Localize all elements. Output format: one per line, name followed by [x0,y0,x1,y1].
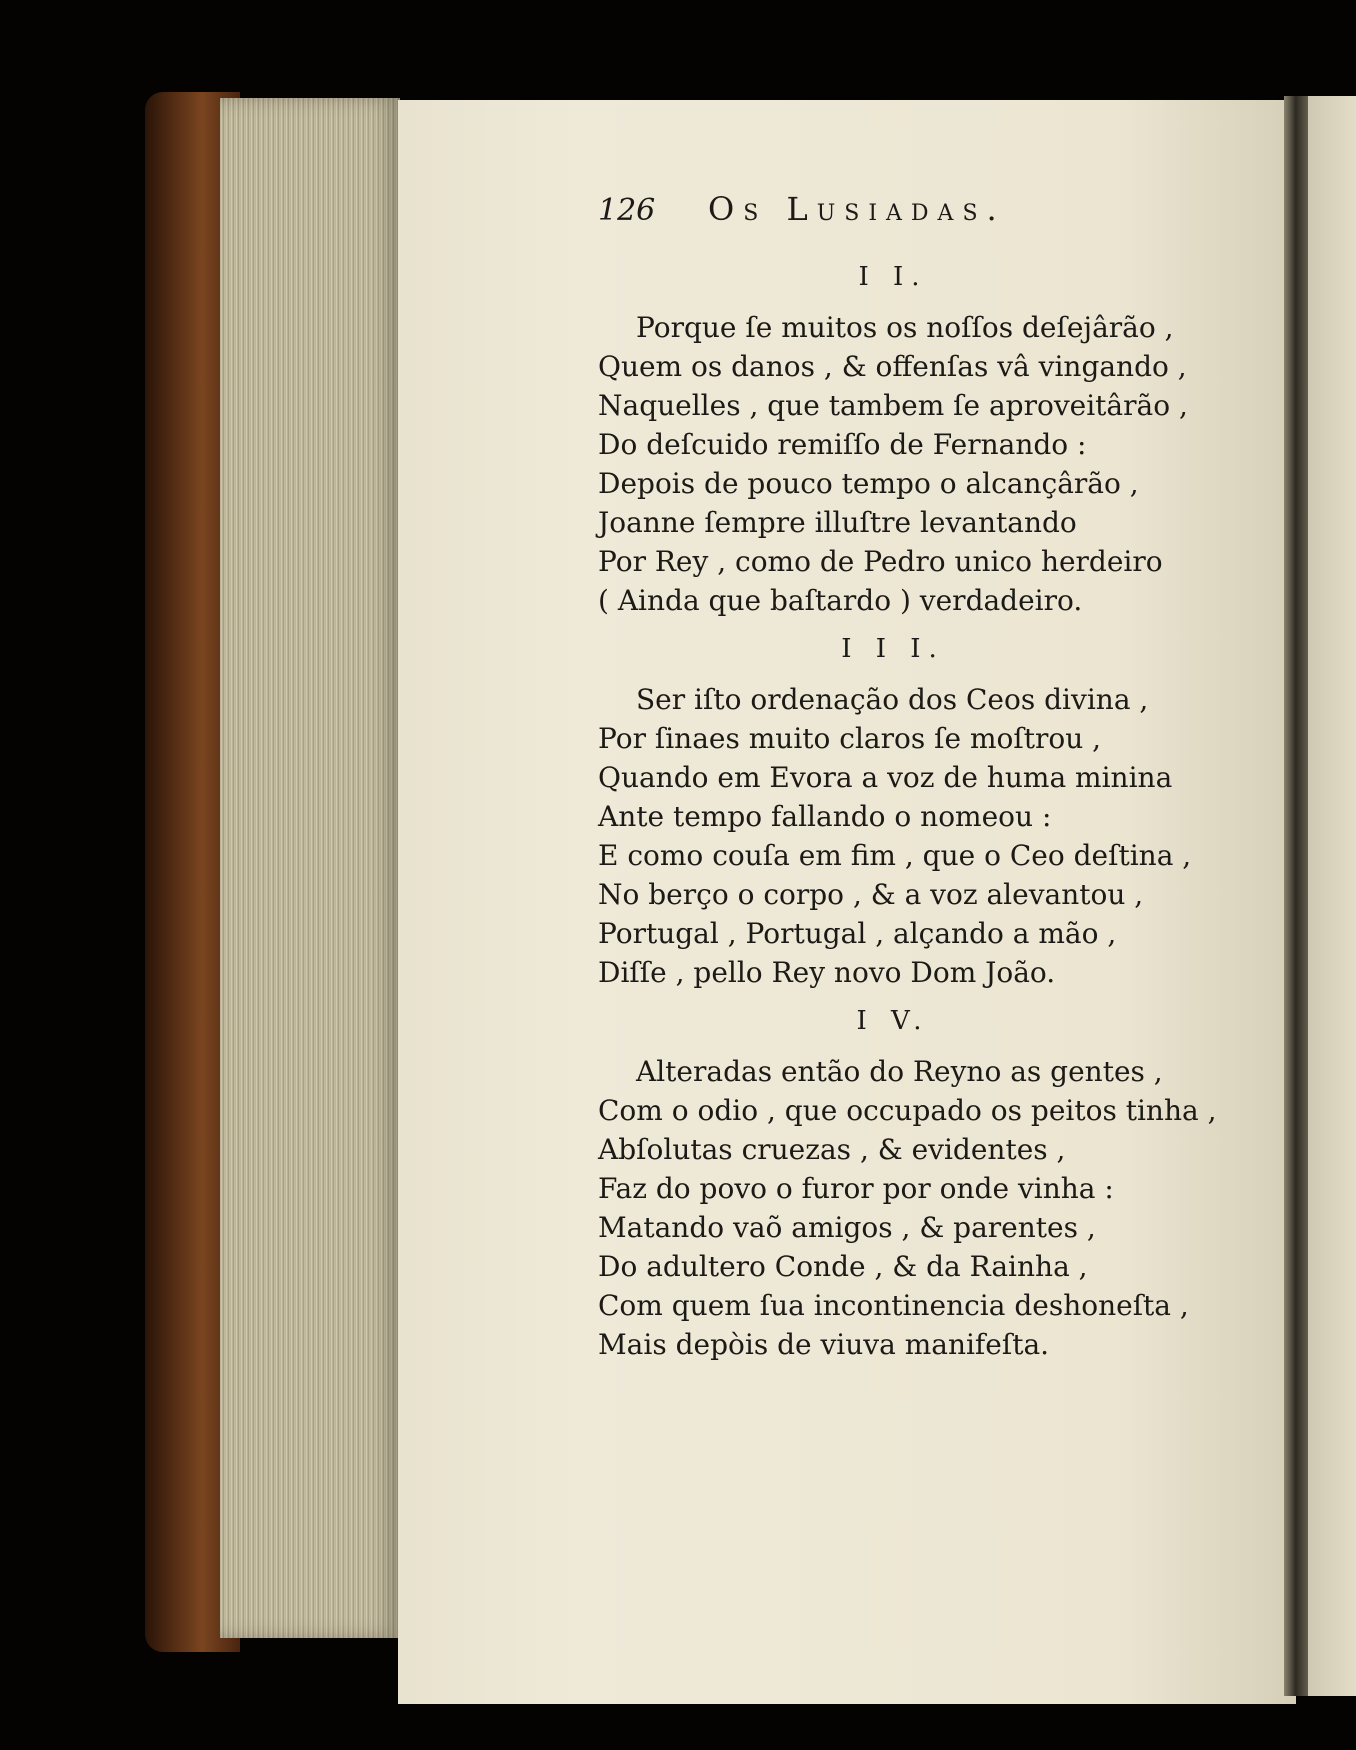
verse-line: Do deſcuido remiſſo de Fernando : [598,428,1087,461]
verse-line: Por ſinaes muito claros ſe moſtrou , [598,722,1102,755]
verse-line: Matando vaõ amigos , & parentes , [598,1211,1096,1244]
verse-lines [598,1052,1258,1364]
stanza-number: I I. [858,262,928,292]
facing-page-edge [1308,96,1356,1696]
stanza [598,1006,1258,1364]
stanza-number: I I I. [841,634,945,664]
verse-line: Mais depòis de viuva manifeſta. [598,1328,1050,1361]
verse-lines [598,308,1258,620]
stanza [598,634,1258,992]
verse-line: Ante tempo fallando o nomeou : [598,800,1052,833]
verse-line: Por Rey , como de Pedro unico herdeiro [598,545,1163,578]
verse-line: Com o odio , que occupado os peitos tinha , [598,1094,1217,1127]
page-number: 126 [598,193,656,228]
verse-line: Depois de pouco tempo o alcançârão , [598,467,1139,500]
verse-line: E como couſa em fim , que o Ceo deſtina , [598,839,1192,872]
verse-line: No berço o corpo , & a voz alevantou , [598,878,1144,911]
verse-line: Alteradas então do Reyno as gentes , [636,1055,1163,1088]
verse-line: Quem os danos , & offenſas vâ vingando , [598,350,1187,383]
stanza-number: I V. [856,1006,930,1036]
verse-line: Joanne ſempre illuſtre levantando [598,506,1077,539]
running-title: Os Lusiadas. [708,190,1006,228]
verse-line: Do adultero Conde , & da Rainha , [598,1250,1088,1283]
verse-line: Quando em Evora a voz de huma minina [598,761,1173,794]
verse-line: Naquelles , que tambem ſe aproveitârão , [598,389,1188,422]
book-gutter [1284,96,1310,1696]
verse-line: Faz do povo o furor por onde vinha : [598,1172,1114,1205]
verse-line: Com quem ſua incontinencia deshoneſta , [598,1289,1189,1322]
stanza [598,262,1258,620]
verse-lines [598,680,1258,992]
verse-line: Porque ſe muitos os noſſos deſejârão , [636,311,1174,344]
verse-line: Ser iſto ordenação dos Ceos divina , [636,683,1149,716]
verse-line: Diſſe , pello Rey novo Dom João. [598,956,1056,989]
verse-line: Abſolutas cruezas , & evidentes , [598,1133,1066,1166]
page-stack-edge [220,98,400,1638]
running-head [598,190,1258,250]
verse-line: Portugal , Portugal , alçando a mão , [598,917,1117,950]
page-text [598,190,1258,1378]
verse-line: ( Ainda que baſtardo ) verdadeiro. [598,584,1083,617]
